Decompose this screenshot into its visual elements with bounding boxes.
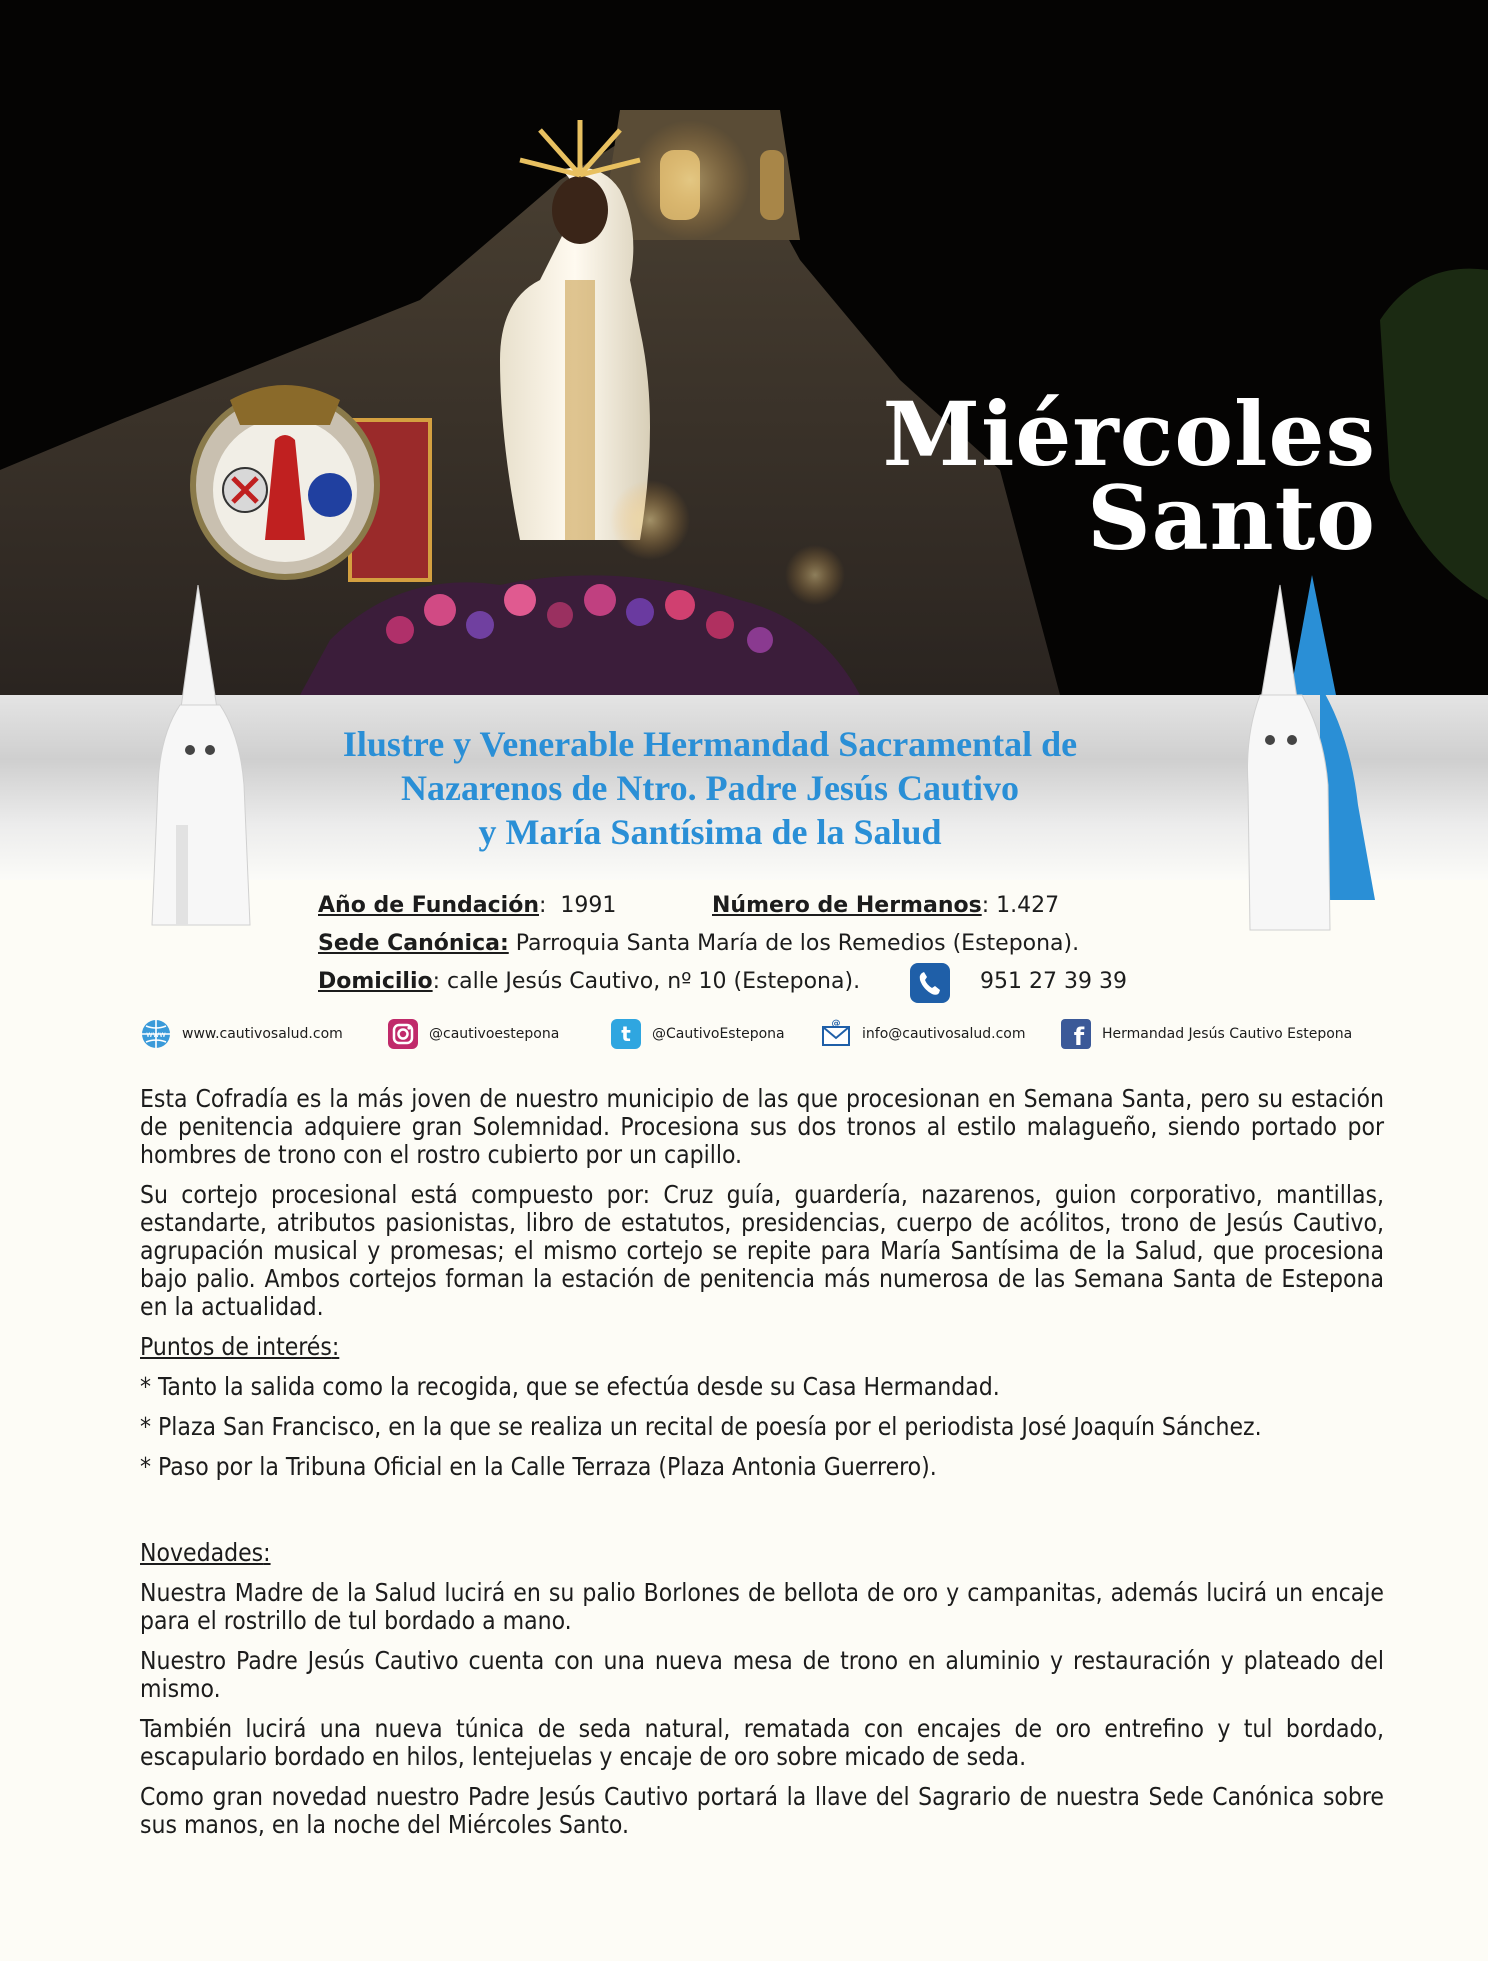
social-links [140, 1016, 1390, 1052]
social-instagram-text: @cautivoestepona [429, 1026, 560, 1042]
social-instagram[interactable] [387, 1016, 559, 1052]
social-email[interactable] [820, 1016, 1026, 1052]
globe-icon [140, 1018, 172, 1050]
news-item: Nuestra Madre de la Salud lucirá en su palio Borlones de bellota de oro y campanitas, además lucirá un encaje para el rostrillo de tul bordado a mano. [140, 1578, 1384, 1635]
point-item: * Tanto la salida como la recogida, que se efectúa desde su Casa Hermandad. [140, 1372, 1000, 1401]
section-gap [140, 1493, 1384, 1539]
social-website[interactable] [140, 1016, 343, 1052]
points-heading: Puntos de interés: [140, 1332, 340, 1361]
social-website-text: www.cautivosalud.com [182, 1026, 343, 1042]
hero-title-line1: Miércoles [882, 382, 1376, 486]
article-body [140, 1085, 1384, 1851]
social-twitter-text: @CautivoEstepona [652, 1026, 785, 1042]
point-item: * Plaza San Francisco, en la que se realiza un recital de poesía por el periodista José Joaquín Sánchez. [140, 1412, 1262, 1441]
foundation-row: Año de Fundación: 1991 [318, 893, 617, 918]
brotherhood-title-line1: Ilustre y Venerable Hermandad Sacramental de [342, 724, 1078, 764]
seat-row [318, 931, 1079, 956]
address-row: Domicilio: calle Jesús Cautivo, nº 10 (Estepona). [318, 969, 861, 994]
news-item: Como gran novedad nuestro Padre Jesús Cautivo portará la llave del Sagrario de nuestra Sede Canónica sobre sus manos, en la noche del Miércoles Santo. [140, 1782, 1384, 1839]
point-item: * Paso por la Tribuna Oficial en la Calle Terraza (Plaza Antonia Guerrero). [140, 1452, 937, 1481]
nazareno-blue-figure [1240, 575, 1380, 935]
members-label: Número de Hermanos [712, 893, 982, 918]
members-value: 1.427 [996, 893, 1060, 918]
svg-text:@: @ [831, 1019, 841, 1029]
foundation-label: Año de Fundación [318, 893, 539, 918]
members-row: Número de Hermanos: 1.427 [712, 893, 1060, 918]
svg-text:f: f [1073, 1023, 1085, 1050]
hero-title [882, 382, 1376, 570]
social-facebook-text: Hermandad Jesús Cautivo Estepona [1102, 1026, 1353, 1042]
seat-value: Parroquia Santa María de los Remedios (Estepona). [515, 931, 1080, 956]
seat-label: Sede Canónica: [318, 931, 509, 956]
svg-text:t: t [621, 1022, 631, 1046]
brotherhood-title-line3: y María Santísima de la Salud [478, 812, 942, 852]
address-value: calle Jesús Cautivo, nº 10 (Estepona). [447, 969, 861, 994]
foundation-value: 1991 [560, 893, 617, 918]
social-facebook[interactable] [1060, 1016, 1352, 1052]
hero-title-line2: Santo [1087, 466, 1376, 570]
brotherhood-title-line2: Nazarenos de Ntro. Padre Jesús Cautivo [401, 768, 1019, 808]
paragraph-intro: Esta Cofradía es la más joven de nuestro municipio de las que procesionan en Semana Santa, pero su estación de penitencia adquiere gran Solemnidad. Procesiona sus dos tronos al estilo malagueño, siendo portado por hombres de trono con el rostro cubierto por un capillo. [140, 1084, 1384, 1169]
paragraph-cortejo: Su cortejo procesional está compuesto por: Cruz guía, guardería, nazarenos, guion corporativo, mantillas, estandarte, atributos pasionistas, libro de estatutos, presidencias, cuerpo de acólitos, trono de Jesús Cautivo, agrupación musical y promesas; el mismo cortejo se repite para María Santísima de la Salud, que procesiona bajo palio. Ambos cortejos forman la estación de penitencia más numerosa de las Semana Santa de Estepona en la actualidad. [140, 1180, 1384, 1321]
news-item: También lucirá una nueva túnica de seda natural, rematada con encajes de oro entrefino y tul bordado, escapulario bordado en hilos, lentejuelas y encaje de oro sobre micado de seda. [140, 1714, 1384, 1771]
nazareno-white-figure [140, 585, 260, 930]
news-heading: Novedades: [140, 1538, 271, 1567]
brotherhood-title [250, 722, 1170, 854]
twitter-icon [610, 1018, 642, 1050]
address-label: Domicilio [318, 969, 433, 994]
phone-icon [910, 963, 950, 1003]
instagram-icon [387, 1018, 419, 1050]
phone-number: 951 27 39 39 [980, 969, 1127, 994]
social-twitter[interactable] [610, 1016, 785, 1052]
social-email-text: info@cautivosalud.com [862, 1026, 1026, 1042]
news-item: Nuestro Padre Jesús Cautivo cuenta con una nueva mesa de trono en aluminio y restauración y plateado del mismo. [140, 1646, 1384, 1703]
email-icon [820, 1018, 852, 1050]
facebook-icon [1060, 1018, 1092, 1050]
svg-text:www: www [146, 1030, 166, 1039]
